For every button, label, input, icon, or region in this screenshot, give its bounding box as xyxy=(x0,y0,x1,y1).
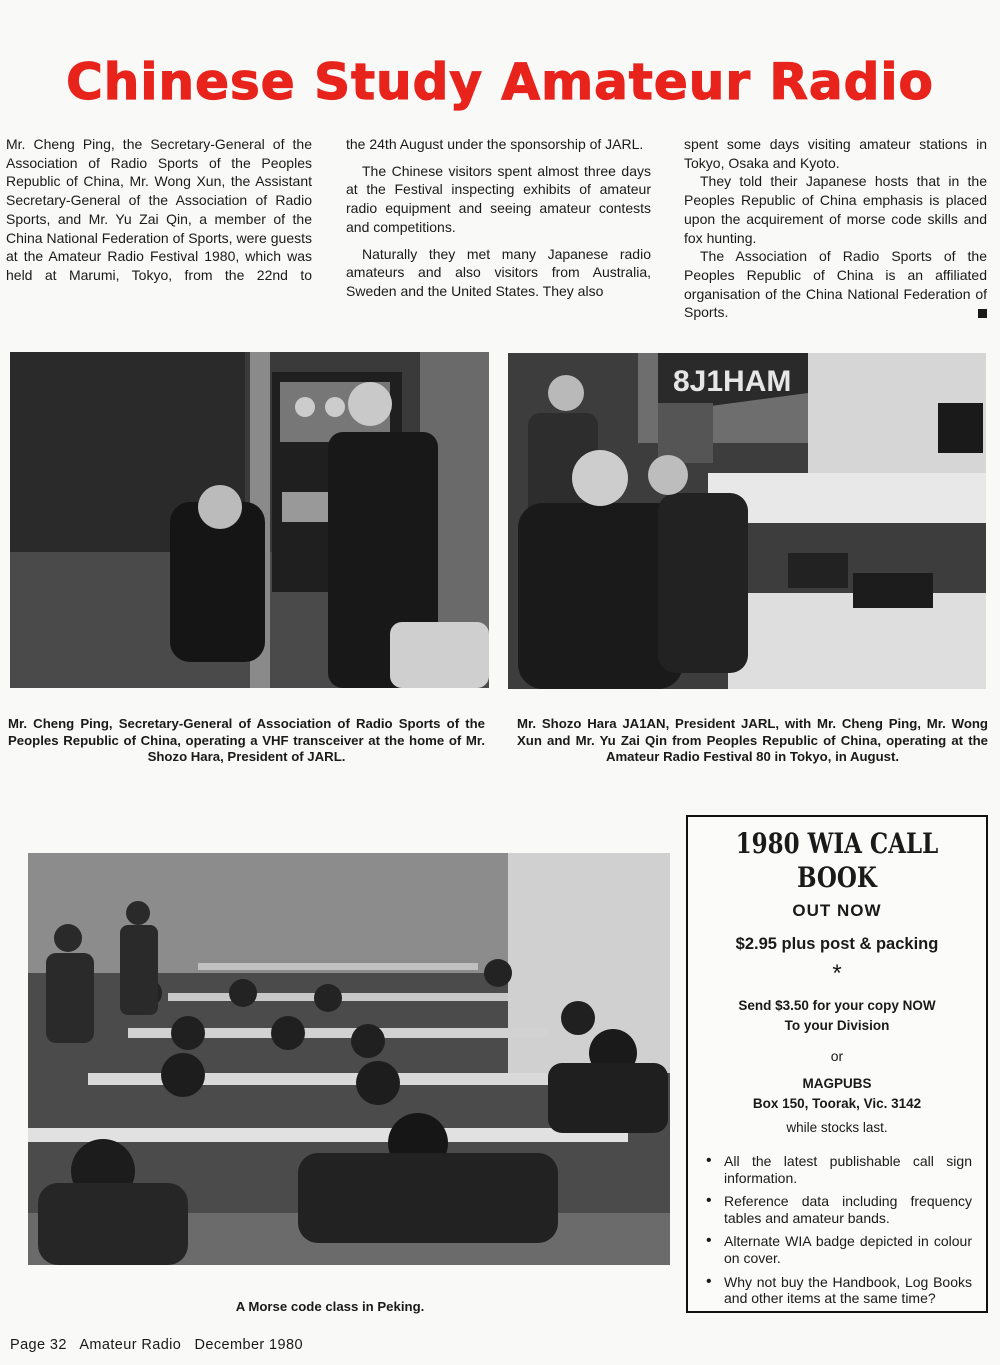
photo-morse-class xyxy=(28,853,670,1265)
list-item: • Why not buy the Handbook, Log Books and other items at the same time? xyxy=(706,1274,972,1307)
article-paragraph: They told their Japanese hosts that in the Peoples Republic of China emphasis is placed upon the acquirement of morse code skills and fox hunting. xyxy=(684,173,987,246)
end-mark xyxy=(978,309,987,318)
list-item: • All the latest publishable call sign information. xyxy=(706,1153,972,1186)
photo-vhf-operator xyxy=(10,352,489,688)
article-paragraph-last xyxy=(684,247,987,322)
article-column-2 xyxy=(346,135,651,301)
photo-morse-class-caption: A Morse code class in Peking. xyxy=(235,1299,425,1314)
magazine-name: Amateur Radio xyxy=(79,1337,182,1353)
callbook-address: Box 150, Toorak, Vic. 3142 xyxy=(752,1096,922,1111)
article-title: Chinese Study Amateur Radio xyxy=(66,53,934,111)
article-paragraph: Naturally they met many Japanese radio amateurs and also visitors from Australia, Sweden and the United States. They also xyxy=(346,245,651,299)
callbook-advertisement xyxy=(686,815,988,1313)
callbook-send-info xyxy=(688,996,986,1036)
callbook-publisher-block xyxy=(688,1074,986,1114)
callbook-send-line: To your Division xyxy=(784,1018,890,1033)
photo-festival-station-image xyxy=(508,353,986,689)
article-paragraph: The Chinese visitors spent almost three days at the Festival inspecting exhibits of amateur radio equipment and seeing amateur contests and competitions. xyxy=(346,162,651,235)
list-item: • Reference data including frequency tables and amateur bands. xyxy=(706,1193,972,1226)
page-number: Page 32 xyxy=(10,1337,67,1353)
photo-vhf-operator-caption: Mr. Cheng Ping, Secretary-General of Association of Radio Sports of the Peoples Republic of China, operating a VHF transceiver at the home of Mr. Shozo Hara, President of JARL. xyxy=(8,716,485,765)
callbook-out-now: OUT NOW xyxy=(792,901,882,920)
article-paragraph-text: The Association of Radio Sports of the Peoples Republic of China is an affiliated organisation of the China National Federation of Sports. xyxy=(684,248,987,321)
article-column-1 xyxy=(6,135,312,285)
callbook-stocks-note: while stocks last. xyxy=(786,1120,888,1135)
photo-morse-class-image xyxy=(28,853,670,1265)
photo-festival-station-caption: Mr. Shozo Hara JA1AN, President JARL, with Mr. Cheng Ping, Mr. Wong Xun and Mr. Yu Zai Qin from Peoples Republic of China, operating at the Amateur Radio Festival 80 in Tokyo, in August. xyxy=(517,716,988,765)
callbook-feature-list xyxy=(706,1153,972,1307)
article-paragraph: Mr. Cheng Ping, the Secretary-General of the Association of Radio Sports of the Peoples Republic of China, Mr. Wong Xun, the Assistant Secretary-General of the Association of Radio Sports, and Mr. Yu Zai Qin, a member of the China National Federation of Sports, were guests at the Amateur Radio Festival 1980, which was held at Marumi, Tokyo, from the 22nd to xyxy=(6,136,312,283)
station-banner-text: 8J1HAM xyxy=(673,365,792,398)
callbook-send-line: Send $3.50 for your copy NOW xyxy=(738,998,936,1013)
asterisk-icon: * xyxy=(832,960,842,987)
callbook-price: $2.95 plus post & packing xyxy=(735,935,939,953)
article-paragraph: spent some days visiting amateur stations in Tokyo, Osaka and Kyoto. xyxy=(684,136,987,171)
list-item: • Alternate WIA badge depicted in colour on cover. xyxy=(706,1233,972,1266)
photo-vhf-operator-image xyxy=(10,352,489,688)
article-column-3 xyxy=(684,135,987,322)
callbook-or: or xyxy=(830,1048,844,1064)
callbook-publisher: MAGPUBS xyxy=(802,1076,872,1091)
article-paragraph: the 24th August under the sponsorship of JARL. xyxy=(346,136,644,152)
callbook-title: 1980 WIA CALL BOOK xyxy=(735,827,939,894)
issue-date: December 1980 xyxy=(194,1337,303,1353)
photo-festival-station xyxy=(508,353,986,689)
page-footer xyxy=(10,1337,303,1353)
